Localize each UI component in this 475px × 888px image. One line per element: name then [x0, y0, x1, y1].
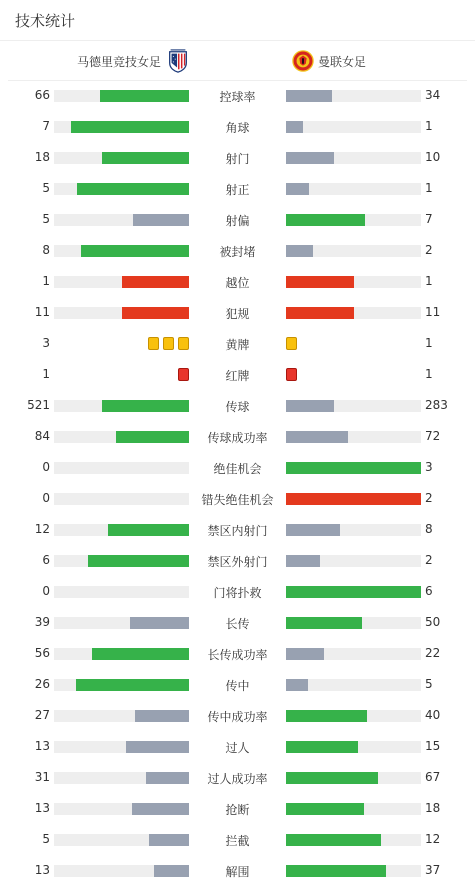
- home-value: 18: [34, 150, 50, 164]
- stat-row: [0, 732, 475, 763]
- away-bar-track: [286, 462, 421, 474]
- stat-row: [0, 546, 475, 577]
- away-bar-fill: [286, 152, 334, 164]
- away-bar-fill: [286, 307, 354, 319]
- home-bar-track: [54, 245, 189, 257]
- home-bar-track: [54, 183, 189, 195]
- home-bar-track: [54, 524, 189, 536]
- home-bar-fill: [108, 524, 189, 536]
- home-team-name: 马德里竞技女足: [76, 54, 161, 69]
- home-value: 6: [42, 553, 50, 567]
- away-bar-fill: [286, 524, 340, 536]
- stat-row: [0, 515, 475, 546]
- away-bar-track: [286, 834, 421, 846]
- away-bar-track: [286, 865, 421, 877]
- away-cards: [286, 337, 297, 350]
- home-bar-fill: [116, 431, 189, 443]
- home-bar-track: [54, 90, 189, 102]
- away-bar-fill: [286, 648, 324, 660]
- away-bar-track: [286, 648, 421, 660]
- stat-row: [0, 453, 475, 484]
- away-value: 2: [425, 553, 433, 567]
- home-bar-fill: [133, 214, 189, 226]
- stat-label: 长传: [225, 617, 250, 631]
- stat-label: 解围: [225, 865, 250, 879]
- stat-label: 红牌: [225, 369, 250, 383]
- home-bar-fill: [92, 648, 189, 660]
- home-value: 11: [34, 305, 50, 319]
- home-bar-fill: [154, 865, 189, 877]
- home-bar-track: [54, 803, 189, 815]
- home-bar-track: [54, 152, 189, 164]
- home-value: 7: [42, 119, 50, 133]
- yellow-card-icon: [163, 337, 174, 350]
- away-bar-fill: [286, 803, 364, 815]
- away-bar-track: [286, 307, 421, 319]
- home-value: 0: [42, 460, 50, 474]
- home-bar-fill: [132, 803, 189, 815]
- home-value: 5: [42, 181, 50, 195]
- away-value: 34: [425, 88, 441, 102]
- home-value: 12: [34, 522, 50, 536]
- stat-label: 传中成功率: [207, 710, 268, 724]
- away-bar-track: [286, 400, 421, 412]
- stat-label: 射正: [225, 183, 250, 197]
- page-title: 技术统计: [15, 11, 76, 30]
- stat-label: 控球率: [219, 90, 256, 104]
- red-card-icon: [286, 368, 297, 381]
- stat-row: [0, 205, 475, 236]
- home-value: 8: [42, 243, 50, 257]
- home-value: 0: [42, 584, 50, 598]
- home-bar-fill: [76, 679, 189, 691]
- away-bar-track: [286, 586, 421, 598]
- stat-row: [0, 298, 475, 329]
- stat-row: [0, 825, 475, 856]
- away-value: 15: [425, 739, 441, 753]
- away-bar-track: [286, 524, 421, 536]
- stat-row: [0, 81, 475, 112]
- home-bar-track: [54, 462, 189, 474]
- away-value: 1: [425, 119, 433, 133]
- away-bar-fill: [286, 183, 309, 195]
- away-bar-fill: [286, 772, 378, 784]
- away-value: 1: [425, 181, 433, 195]
- home-bar-track: [54, 617, 189, 629]
- header: [0, 0, 475, 41]
- home-bar-track: [54, 400, 189, 412]
- stat-label: 射门: [225, 152, 250, 166]
- home-bar-fill: [88, 555, 189, 567]
- home-bar-fill: [71, 121, 189, 133]
- home-bar-track: [54, 648, 189, 660]
- stat-label: 传球成功率: [207, 431, 268, 445]
- home-value: 3: [42, 336, 50, 350]
- away-bar-track: [286, 741, 421, 753]
- home-value: 27: [34, 708, 50, 722]
- stat-label: 过人: [225, 741, 250, 755]
- away-value: 1: [425, 336, 433, 350]
- stat-row: [0, 701, 475, 732]
- away-value: 22: [425, 646, 441, 660]
- away-bar-fill: [286, 617, 362, 629]
- away-value: 6: [425, 584, 433, 598]
- away-bar-track: [286, 710, 421, 722]
- away-bar-track: [286, 245, 421, 257]
- home-value: 5: [42, 832, 50, 846]
- stat-row: [0, 639, 475, 670]
- stat-label: 门将扑救: [213, 586, 262, 600]
- away-team[interactable]: [292, 49, 366, 73]
- away-bar-track: [286, 152, 421, 164]
- home-bar-fill: [126, 741, 189, 753]
- red-card-icon: [178, 368, 189, 381]
- home-value: 26: [34, 677, 50, 691]
- stat-row: [0, 143, 475, 174]
- away-value: 1: [425, 367, 433, 381]
- away-value: 2: [425, 243, 433, 257]
- away-bar-fill: [286, 431, 348, 443]
- home-bar-fill: [135, 710, 189, 722]
- stat-row: [0, 763, 475, 794]
- home-bar-track: [54, 772, 189, 784]
- stat-row: [0, 608, 475, 639]
- away-bar-fill: [286, 121, 303, 133]
- away-bar-track: [286, 276, 421, 288]
- away-value: 3: [425, 460, 433, 474]
- away-value: 50: [425, 615, 441, 629]
- home-team[interactable]: [77, 49, 189, 73]
- home-bar-track: [54, 214, 189, 226]
- stat-label: 绝佳机会: [213, 462, 262, 476]
- home-value: 56: [34, 646, 50, 660]
- home-value: 1: [42, 367, 50, 381]
- home-bar-fill: [77, 183, 189, 195]
- home-value: 13: [34, 863, 50, 877]
- away-bar-track: [286, 555, 421, 567]
- home-bar-fill: [102, 152, 189, 164]
- away-value: 72: [425, 429, 441, 443]
- away-bar-track: [286, 772, 421, 784]
- away-value: 37: [425, 863, 441, 877]
- stat-label: 黄牌: [225, 338, 250, 352]
- home-bar-track: [54, 121, 189, 133]
- home-value: 0: [42, 491, 50, 505]
- man-utd-crest-icon: [292, 49, 314, 73]
- home-bar-fill: [130, 617, 189, 629]
- stat-label: 过人成功率: [207, 772, 268, 786]
- stat-row: [0, 484, 475, 515]
- stat-row: [0, 577, 475, 608]
- stat-label: 被封堵: [219, 245, 256, 259]
- away-value: 7: [425, 212, 433, 226]
- home-bar-fill: [149, 834, 189, 846]
- away-value: 1: [425, 274, 433, 288]
- stat-row: [0, 360, 475, 391]
- away-bar-track: [286, 493, 421, 505]
- stat-row: [0, 112, 475, 143]
- stat-label: 角球: [225, 121, 250, 135]
- away-bar-fill: [286, 400, 334, 412]
- away-bar-track: [286, 121, 421, 133]
- away-bar-track: [286, 431, 421, 443]
- home-bar-track: [54, 276, 189, 288]
- home-value: 1: [42, 274, 50, 288]
- stat-row: [0, 329, 475, 360]
- away-bar-fill: [286, 741, 358, 753]
- away-value: 10: [425, 150, 441, 164]
- away-team-name: 曼联女足: [318, 54, 367, 69]
- home-bar-track: [54, 834, 189, 846]
- home-value: 39: [34, 615, 50, 629]
- away-value: 40: [425, 708, 441, 722]
- home-value: 13: [34, 801, 50, 815]
- home-value: 66: [34, 88, 50, 102]
- atletico-crest-icon: [167, 49, 189, 73]
- home-cards: [178, 368, 189, 381]
- away-cards: [286, 368, 297, 381]
- away-bar-fill: [286, 710, 367, 722]
- home-value: 5: [42, 212, 50, 226]
- home-value: 13: [34, 739, 50, 753]
- stat-label: 错失绝佳机会: [201, 493, 274, 507]
- stat-row: [0, 422, 475, 453]
- stat-label: 犯规: [225, 307, 250, 321]
- stat-row: [0, 391, 475, 422]
- away-bar-track: [286, 679, 421, 691]
- away-bar-fill: [286, 834, 381, 846]
- home-bar-track: [54, 710, 189, 722]
- stat-row: [0, 267, 475, 298]
- stat-label: 射偏: [225, 214, 250, 228]
- home-bar-fill: [122, 276, 190, 288]
- home-bar-track: [54, 431, 189, 443]
- away-bar-fill: [286, 865, 386, 877]
- stat-label: 拦截: [225, 834, 250, 848]
- yellow-card-icon: [286, 337, 297, 350]
- home-bar-track: [54, 586, 189, 598]
- stat-row: [0, 174, 475, 205]
- home-bar-fill: [146, 772, 189, 784]
- away-value: 5: [425, 677, 433, 691]
- stat-label: 传球: [225, 400, 250, 414]
- away-bar-track: [286, 214, 421, 226]
- yellow-card-icon: [178, 337, 189, 350]
- away-bar-fill: [286, 679, 308, 691]
- home-bar-track: [54, 307, 189, 319]
- stat-label: 长传成功率: [207, 648, 268, 662]
- home-cards: [148, 337, 189, 350]
- yellow-card-icon: [148, 337, 159, 350]
- away-bar-track: [286, 90, 421, 102]
- away-bar-fill: [286, 555, 320, 567]
- away-bar-fill: [286, 90, 332, 102]
- stat-label: 传中: [225, 679, 250, 693]
- away-bar-fill: [286, 214, 365, 226]
- away-bar-fill: [286, 462, 421, 474]
- stat-label: 禁区外射门: [207, 555, 268, 569]
- away-value: 283: [425, 398, 448, 412]
- away-value: 18: [425, 801, 441, 815]
- stats-list: [0, 81, 475, 887]
- stat-row: [0, 670, 475, 701]
- home-bar-fill: [100, 90, 189, 102]
- home-bar-track: [54, 741, 189, 753]
- away-bar-fill: [286, 276, 354, 288]
- home-value: 31: [34, 770, 50, 784]
- stat-label: 禁区内射门: [207, 524, 268, 538]
- stat-row: [0, 794, 475, 825]
- away-bar-track: [286, 617, 421, 629]
- stat-label: 抢断: [225, 803, 250, 817]
- away-value: 2: [425, 491, 433, 505]
- home-bar-fill: [122, 307, 190, 319]
- away-bar-track: [286, 803, 421, 815]
- away-bar-fill: [286, 493, 421, 505]
- away-bar-fill: [286, 586, 421, 598]
- home-value: 84: [34, 429, 50, 443]
- away-bar-fill: [286, 245, 313, 257]
- away-value: 11: [425, 305, 441, 319]
- stat-row: [0, 856, 475, 887]
- home-bar-fill: [81, 245, 189, 257]
- teams-header: [8, 41, 467, 81]
- home-bar-track: [54, 865, 189, 877]
- home-bar-track: [54, 493, 189, 505]
- stat-row: [0, 236, 475, 267]
- away-value: 67: [425, 770, 441, 784]
- stat-label: 越位: [225, 276, 250, 290]
- away-value: 8: [425, 522, 433, 536]
- home-bar-track: [54, 555, 189, 567]
- away-value: 12: [425, 832, 441, 846]
- home-bar-track: [54, 679, 189, 691]
- away-bar-track: [286, 183, 421, 195]
- home-bar-fill: [102, 400, 189, 412]
- home-value: 521: [27, 398, 50, 412]
